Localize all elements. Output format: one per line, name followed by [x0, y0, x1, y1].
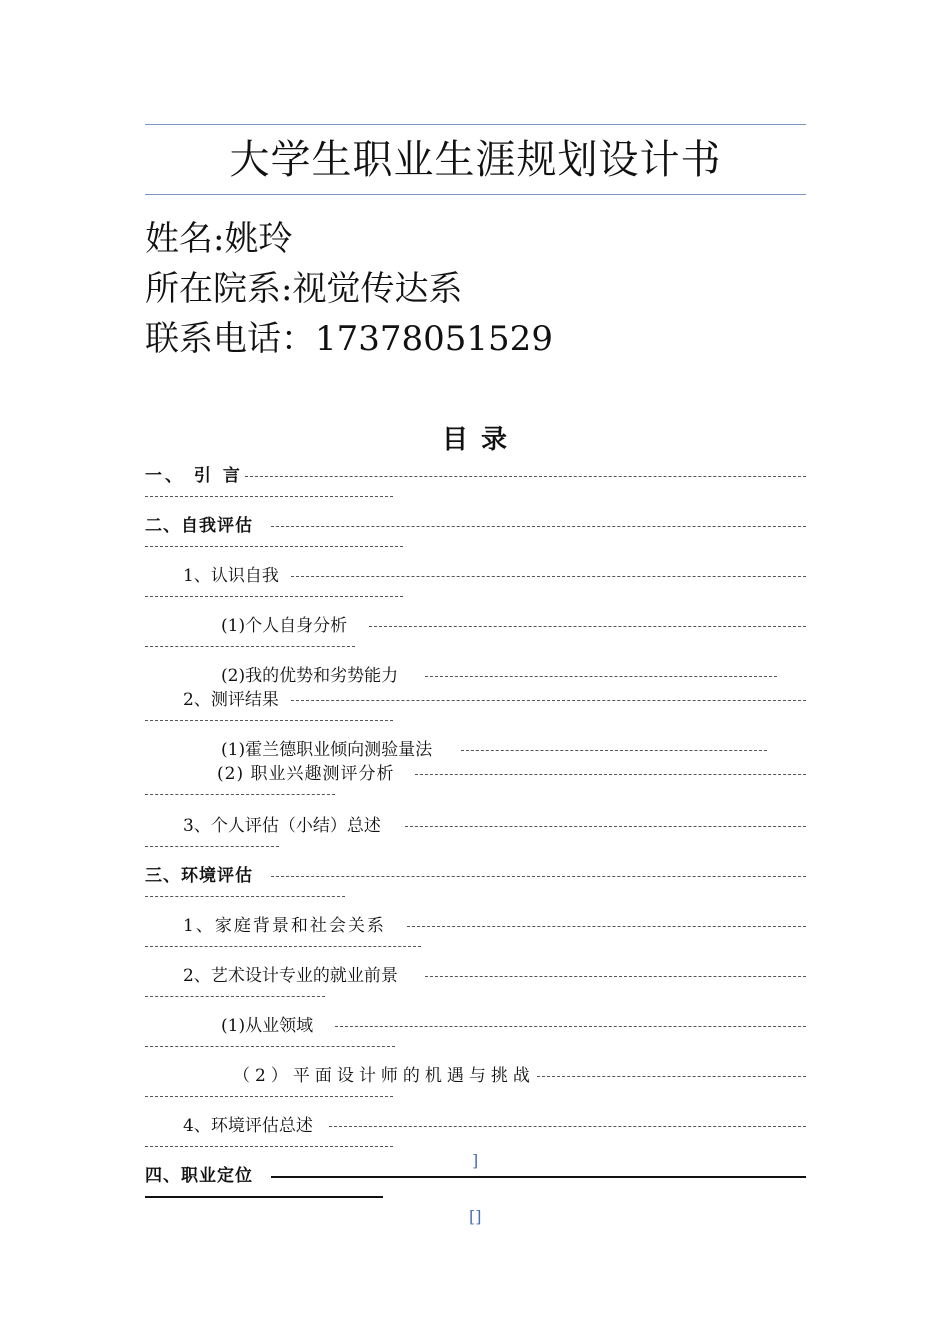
toc-leader — [145, 1096, 393, 1097]
field-bracket-mark: ] — [472, 1151, 479, 1170]
toc-entry-label: (2)我的优势和劣势能力 — [221, 666, 399, 686]
toc-leader — [145, 720, 393, 721]
title-rule-bottom — [145, 194, 806, 195]
toc-entry-label: 三、环境评估 — [145, 866, 253, 886]
toc-entry-label: 3、个人评估（小结）总述 — [183, 816, 381, 836]
toc-leader — [145, 596, 403, 597]
title-rule-top — [145, 124, 806, 125]
toc-entry-label: (1)从业领域 — [221, 1016, 314, 1036]
toc-leader — [145, 1046, 395, 1047]
toc-leader — [407, 926, 806, 927]
toc-entry[interactable] — [145, 866, 806, 900]
toc-entry[interactable] — [145, 466, 806, 500]
toc-entry[interactable] — [145, 1066, 806, 1100]
toc-leader — [145, 1196, 383, 1198]
toc-entry-label: 4、环境评估总述 — [183, 1116, 313, 1136]
student-department: 所在院系:视觉传达系 — [145, 269, 463, 309]
toc-entry[interactable] — [145, 764, 806, 798]
toc-leader — [329, 1126, 806, 1127]
toc-entry[interactable] — [145, 1016, 806, 1050]
toc-leader — [425, 676, 777, 677]
toc-entry[interactable] — [145, 966, 806, 1000]
toc-entry[interactable] — [145, 916, 806, 950]
toc-leader — [335, 1026, 806, 1027]
toc-leader — [145, 546, 403, 547]
student-name: 姓名:姚玲 — [145, 219, 293, 259]
field-box-mark: [] — [469, 1207, 482, 1226]
toc-leader — [145, 1146, 393, 1147]
toc-leader — [537, 1076, 806, 1077]
toc-entry-label: 二、自我评估 — [145, 516, 253, 536]
toc-leader — [271, 876, 806, 877]
toc-entry-label: 四、职业定位 — [145, 1166, 253, 1186]
toc-heading: 目 录 — [441, 425, 510, 455]
student-phone: 联系电话：17378051529 — [145, 319, 553, 359]
toc-leader — [245, 476, 806, 477]
toc-leader — [145, 996, 325, 997]
toc-leader — [369, 626, 806, 627]
toc-entry-label: (1)霍兰德职业倾向测验量法 — [221, 740, 433, 760]
toc-leader — [145, 496, 393, 497]
toc-leader — [405, 826, 806, 827]
toc-leader — [145, 946, 421, 947]
toc-leader — [425, 976, 806, 977]
toc-entry[interactable] — [145, 690, 806, 724]
toc-entry-label: 2、测评结果 — [183, 690, 279, 710]
toc-leader — [461, 750, 767, 751]
toc-leader — [415, 774, 806, 775]
toc-entry-label: (1)个人自身分析 — [221, 616, 348, 636]
document-title: 大学生职业生涯规划设计书 — [229, 137, 722, 183]
toc-leader — [271, 526, 806, 527]
toc-entry-label: （2）平面设计师的机遇与挑战 — [233, 1066, 535, 1086]
toc-entry-label: 一、 引 言 — [145, 466, 243, 486]
toc-leader — [271, 1176, 806, 1178]
toc-leader — [291, 700, 806, 701]
toc-entry[interactable] — [145, 1166, 806, 1200]
toc-leader — [145, 794, 335, 795]
toc-leader — [291, 576, 806, 577]
toc-entry[interactable] — [145, 566, 806, 600]
toc-leader — [145, 846, 279, 847]
toc-entry[interactable] — [145, 1116, 806, 1150]
toc-leader — [145, 896, 345, 897]
toc-entry-label: 1、认识自我 — [183, 566, 279, 586]
toc-leader — [145, 646, 355, 647]
toc-entry-label: 2、艺术设计专业的就业前景 — [183, 966, 398, 986]
toc-entry-label: 1、家庭背景和社会关系 — [183, 916, 386, 936]
toc-entry[interactable] — [145, 516, 806, 550]
toc-entry-label: (2) 职业兴趣测评分析 — [217, 764, 395, 784]
toc-entry[interactable] — [145, 816, 806, 850]
toc-entry[interactable] — [145, 616, 806, 650]
